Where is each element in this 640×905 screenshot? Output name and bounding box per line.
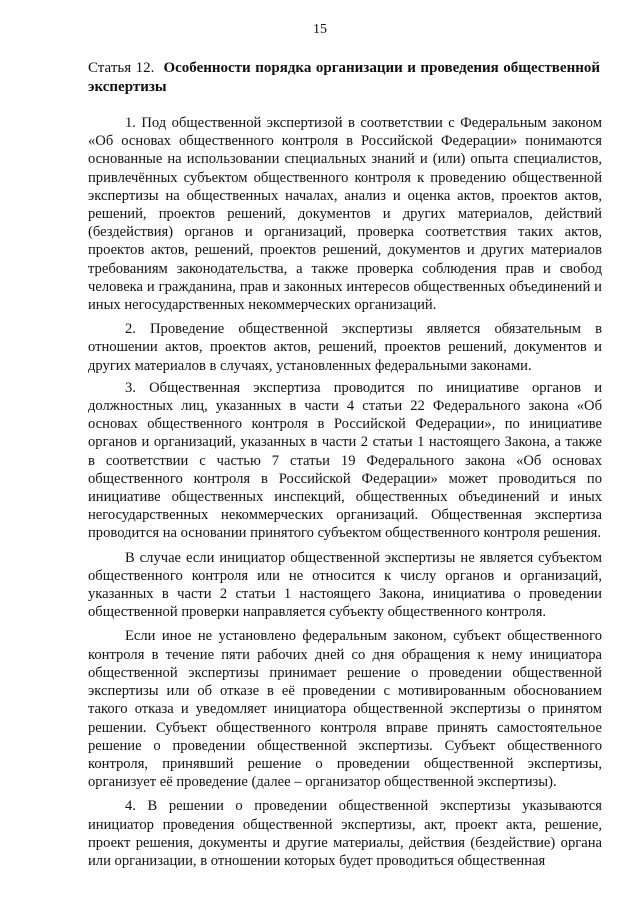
paragraph-3-initiator-case: В случае если инициатор общественной экспертизы не является субъектом общественного контроля или не относится к числу органов и организаций, указанных в части 2 статьи 1 настоящего Закона, инициатива о проведении общественной проверки направляется субъекту общественного контроля. [88, 549, 602, 621]
paragraph-4: 4. В решении о проведении общественной экспертизы указываются инициатор проведения общественной экспертизы, акт, проект акта, решение, проект решения, документы и другие материалы, действия (бездействие) органа или организации, в отношении которых будет проводиться общественная [88, 798, 602, 869]
paragraph-1: 1. Под общественной экспертизой в соответствии с Федеральным законом «Об основах общественного контроля в Российской Федерации» понимаются основанные на использовании специальных знаний и (или) опыта специалистов, привлечённых субъектом общественного контроля к проведению общественной экспертизы на общественных началах, анализ и оценка актов, проектов актов, решений, проектов решений, документов и других материалов, действий (бездействия) органов и организаций, проверка соответствия таких актов, проектов актов, решений, проектов решений, документов и других материалов требованиям законодательства, а также проверка соблюдения прав и свобод человека и гражданина, прав и законных интересов общественных объединений и иных негосударственных некоммерческих организаций. [88, 115, 602, 314]
article-number: Статья 12. [88, 60, 155, 76]
article-heading [88, 59, 600, 97]
article-body [88, 114, 602, 876]
paragraph-2: 2. Проведение общественной экспертизы является обязательным в отношении актов, проектов актов, решений, проектов решений, документов и других материалов в случаях, установленных федеральными законами. [88, 321, 602, 374]
page-number: 15 [313, 22, 327, 37]
article-title: Особенности порядка организации и проведения общественной экспертизы [88, 60, 600, 95]
paragraph-3-decision: Если иное не установлено федеральным законом, субъект общественного контроля в течение пяти рабочих дней со дня обращения к нему инициатора общественной экспертизы принимает решение о проведении общественной экспертизы или об отказе в её проведении с мотивированным обоснованием такого отказа и уведомляет инициатора общественной экспертизы о принятом решении. Субъект общественного контроля вправе принять самостоятельное решение о проведении общественной экспертизы. Субъект общественного контроля, принявший решение о проведении общественной экспертизы, организует её проведение (далее – организатор общественной экспертизы). [88, 628, 602, 791]
paragraph-3: 3. Общественная экспертиза проводится по инициативе органов и должностных лиц, указанных в части 4 статьи 22 Федерального закона «Об основах общественного контроля в Российской Федерации», по инициативе органов и организаций, указанных в части 2 статьи 1 настоящего Закона, а также в соответствии с частью 7 статьи 19 Федерального закона «Об основах общественного контроля в Российской Федерации» может проводиться по инициативе общественных инспекций, общественных объединений и иных негосударственных некоммерческих организаций. Общественная экспертиза проводится на основании принятого субъектом общественного контроля решения. [88, 379, 602, 542]
